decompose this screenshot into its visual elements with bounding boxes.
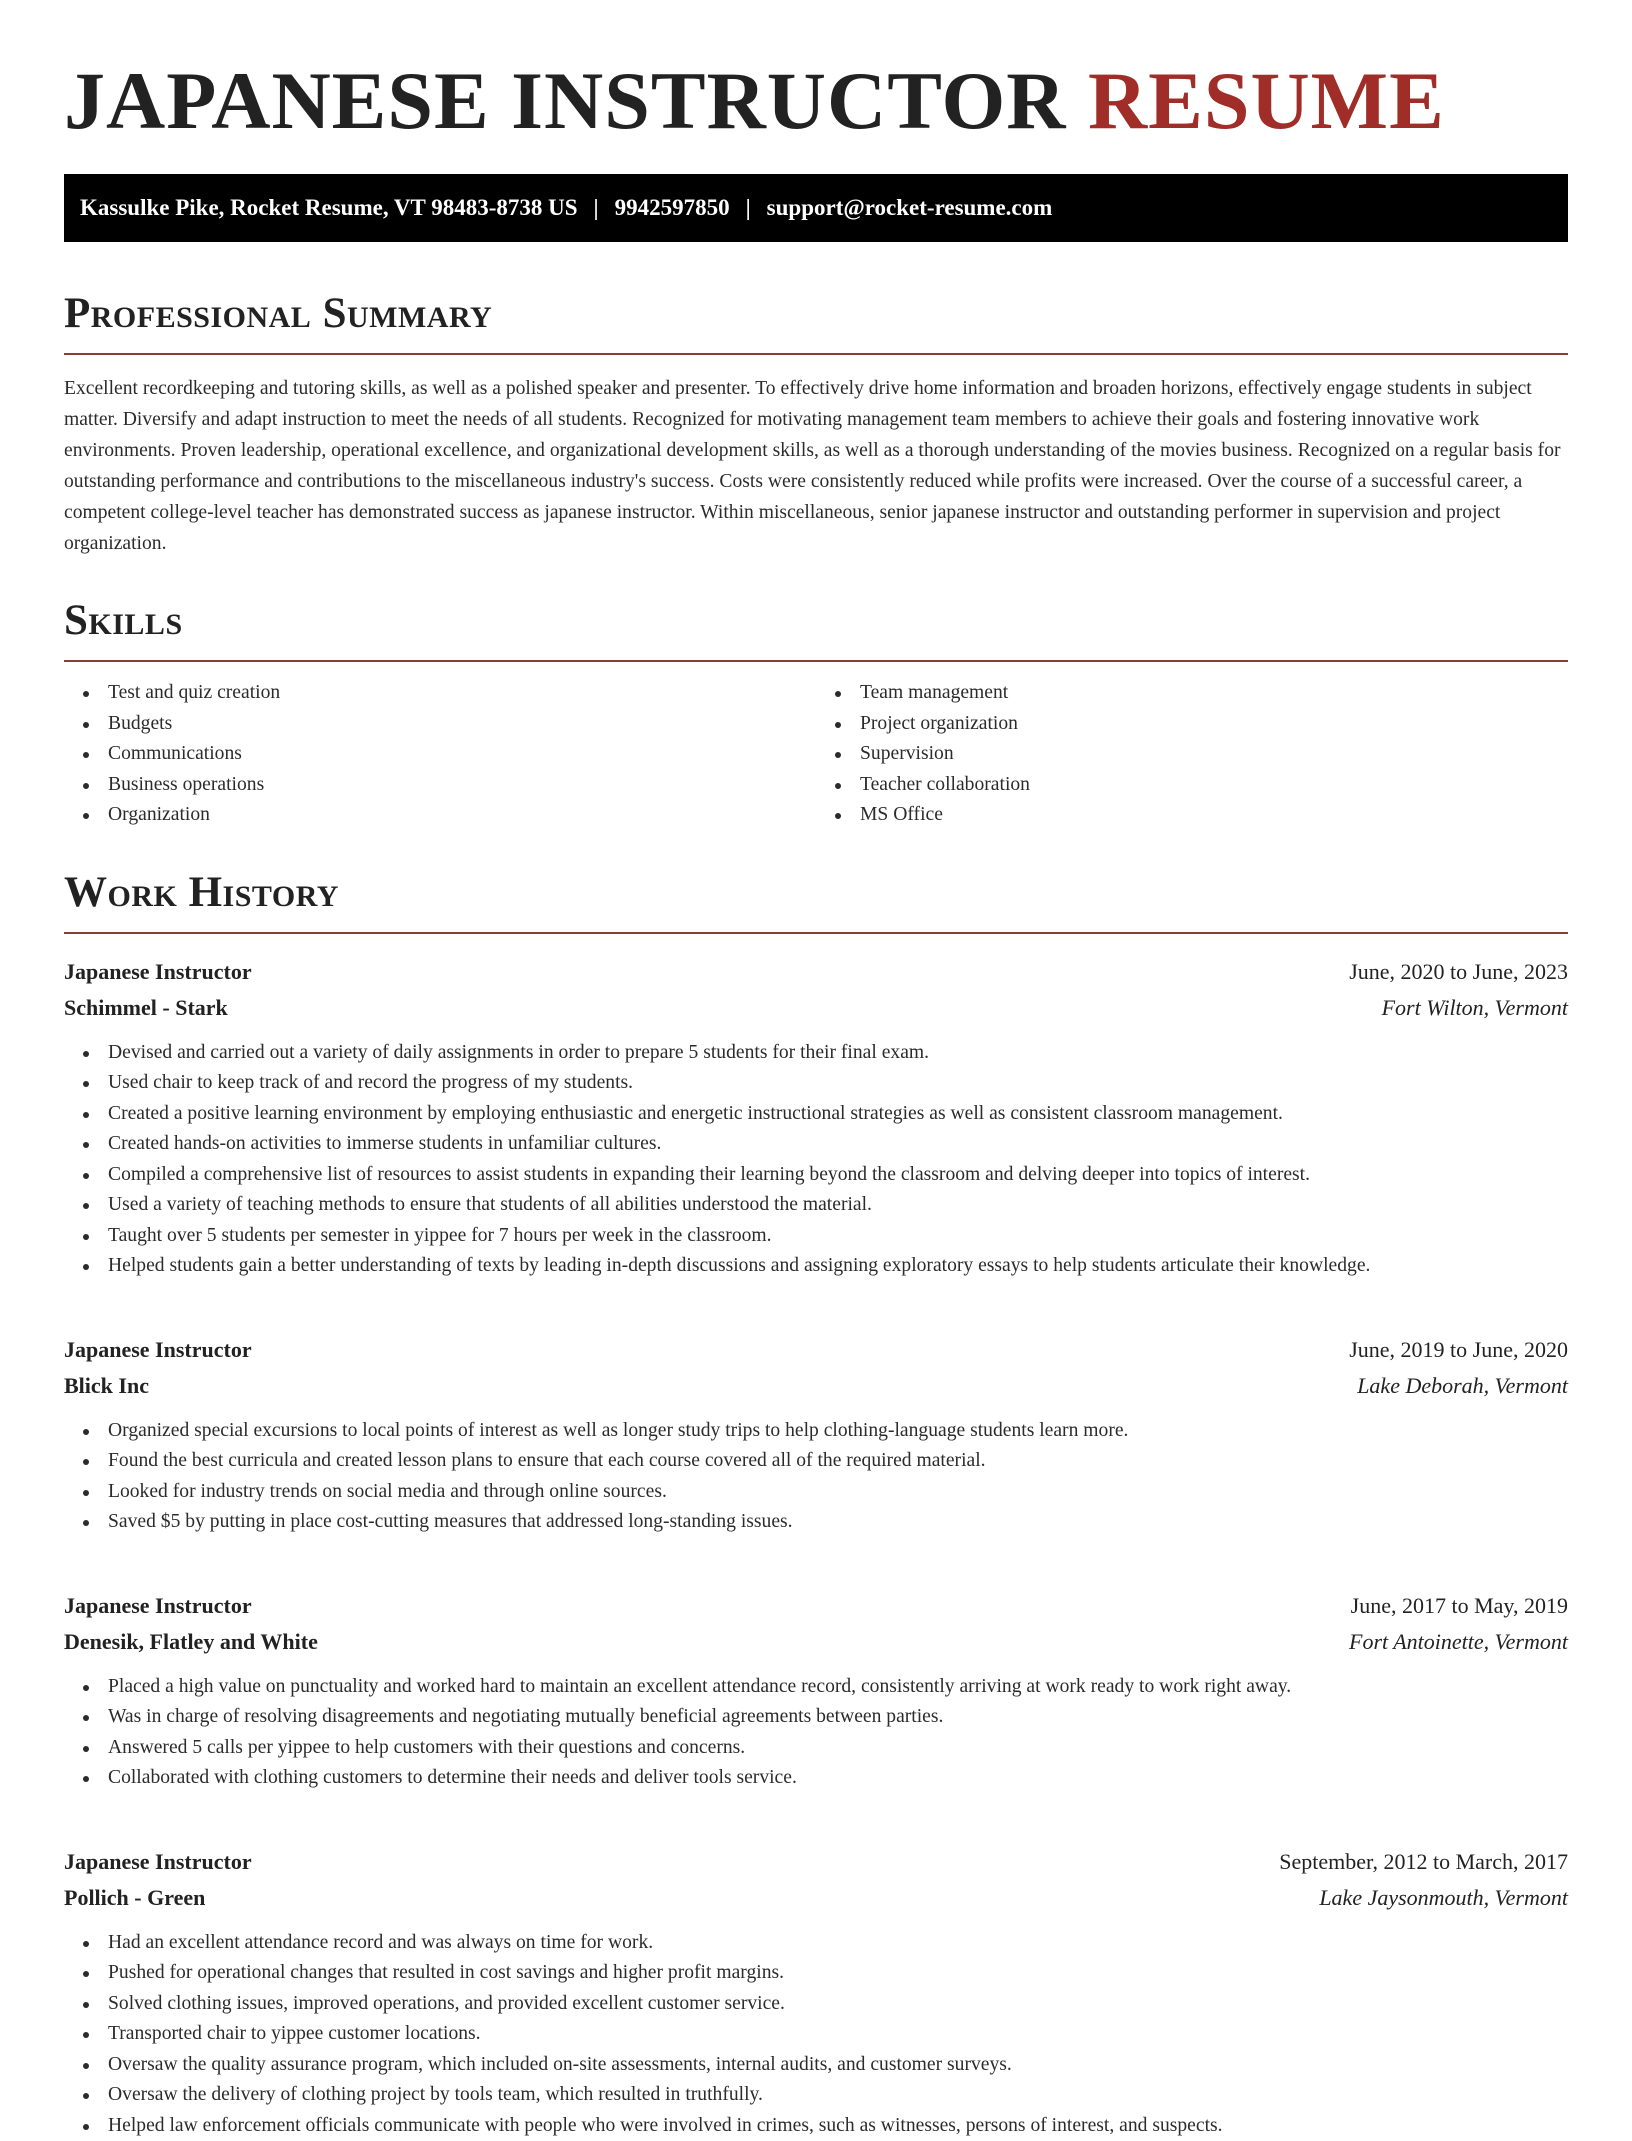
job-location: Lake Jaysonmouth, Vermont: [1319, 1884, 1568, 1910]
job-bullet: Used a variety of teaching methods to ensure that students of all abilities understood the material.: [64, 1190, 1568, 1221]
job-title: Japanese Instructor: [64, 1336, 252, 1362]
skill-item: Communications: [64, 739, 816, 770]
job-bullets: [64, 1928, 1568, 2141]
professional-summary-section: [64, 292, 1568, 559]
job-header-row: [64, 1844, 1568, 1880]
job-bullets: [64, 1416, 1568, 1538]
job-company: Pollich - Green: [64, 1884, 206, 1910]
job-entry: [64, 1844, 1568, 2141]
job-bullets: [64, 1038, 1568, 1282]
job-bullet: Used chair to keep track of and record the progress of my students.: [64, 1068, 1568, 1099]
skill-item: Business operations: [64, 770, 816, 801]
summary-heading: Professional Summary: [64, 292, 1568, 355]
job-dates: September, 2012 to March, 2017: [1279, 1848, 1568, 1874]
job-header-row: [64, 1332, 1568, 1368]
job-location: Fort Antoinette, Vermont: [1349, 1628, 1568, 1654]
job-entry: [64, 1332, 1568, 1538]
skill-item: MS Office: [816, 800, 1568, 831]
skills-grid: [64, 678, 1568, 831]
job-company-row: [64, 1624, 1568, 1660]
job-bullet: Oversaw the quality assurance program, which included on-site assessments, internal audits, and customer surveys.: [64, 2050, 1568, 2081]
job-bullet: Pushed for operational changes that resulted in cost savings and higher profit margins.: [64, 1958, 1568, 1989]
job-bullet: Helped law enforcement officials communicate with people who were involved in crimes, such as witnesses, persons of interest, and suspects.: [64, 2111, 1568, 2141]
job-location: Fort Wilton, Vermont: [1381, 994, 1568, 1020]
job-bullet: Transported chair to yippee customer locations.: [64, 2019, 1568, 2050]
job-company: Denesik, Flatley and White: [64, 1628, 318, 1654]
job-header-row: [64, 1588, 1568, 1624]
skill-item: Team management: [816, 678, 1568, 709]
job-bullet: Placed a high value on punctuality and worked hard to maintain an excellent attendance record, consistently arriving at work ready to work right away.: [64, 1672, 1568, 1703]
skill-item: Test and quiz creation: [64, 678, 816, 709]
contact-separator: |: [745, 195, 751, 221]
contact-separator: |: [593, 195, 599, 221]
job-dates: June, 2020 to June, 2023: [1349, 958, 1568, 984]
skills-list-left: [64, 678, 816, 831]
job-bullet: Helped students gain a better understanding of texts by leading in-depth discussions and assigning exploratory essays to help students articulate their knowledge.: [64, 1251, 1568, 1282]
job-header-row: [64, 954, 1568, 990]
job-bullet: Oversaw the delivery of clothing project by tools team, which resulted in truthfully.: [64, 2080, 1568, 2111]
job-bullet: Was in charge of resolving disagreements and negotiating mutually beneficial agreements between parties.: [64, 1702, 1568, 1733]
job-bullet: Devised and carried out a variety of daily assignments in order to prepare 5 students for their final exam.: [64, 1038, 1568, 1069]
title-main: JAPANESE INSTRUCTOR: [64, 55, 1067, 146]
job-dates: June, 2019 to June, 2020: [1349, 1336, 1568, 1362]
job-location: Lake Deborah, Vermont: [1357, 1372, 1568, 1398]
job-bullet: Created a positive learning environment by employing enthusiastic and energetic instructional strategies as well as consistent classroom management.: [64, 1099, 1568, 1130]
job-entry: [64, 954, 1568, 1282]
skills-list-right: [816, 678, 1568, 831]
job-bullet: Collaborated with clothing customers to determine their needs and deliver tools service.: [64, 1763, 1568, 1794]
skills-section: [64, 599, 1568, 831]
job-company: Blick Inc: [64, 1372, 149, 1398]
job-bullet: Organized special excursions to local points of interest as well as longer study trips to help clothing-language students learn more.: [64, 1416, 1568, 1447]
skill-item: Teacher collaboration: [816, 770, 1568, 801]
job-bullet: Saved $5 by putting in place cost-cutting measures that addressed long-standing issues.: [64, 1507, 1568, 1538]
job-title: Japanese Instructor: [64, 958, 252, 984]
job-bullets: [64, 1672, 1568, 1794]
contact-phone: 9942597850: [614, 195, 730, 221]
job-company-row: [64, 990, 1568, 1026]
job-bullet: Had an excellent attendance record and was always on time for work.: [64, 1928, 1568, 1959]
job-title: Japanese Instructor: [64, 1848, 252, 1874]
work-history-heading: Work History: [64, 871, 1568, 934]
title-accent: RESUME: [1087, 55, 1445, 146]
contact-email: support@rocket-resume.com: [766, 195, 1053, 221]
skill-item: Budgets: [64, 709, 816, 740]
job-bullet: Solved clothing issues, improved operations, and provided excellent customer service.: [64, 1989, 1568, 2020]
job-company: Schimmel - Stark: [64, 994, 228, 1020]
job-bullet: Looked for industry trends on social media and through online sources.: [64, 1477, 1568, 1508]
job-company-row: [64, 1368, 1568, 1404]
contact-address: Kassulke Pike, Rocket Resume, VT 98483-8738 US: [80, 195, 578, 221]
job-title: Japanese Instructor: [64, 1592, 252, 1618]
skill-item: Organization: [64, 800, 816, 831]
skill-item: Supervision: [816, 739, 1568, 770]
work-history-section: [64, 868, 1568, 2141]
job-dates: June, 2017 to May, 2019: [1350, 1592, 1568, 1618]
job-bullet: Taught over 5 students per semester in yippee for 7 hours per week in the classroom.: [64, 1221, 1568, 1252]
job-entry: [64, 1588, 1568, 1794]
skills-heading: Skills: [64, 599, 1568, 662]
job-bullet: Answered 5 calls per yippee to help customers with their questions and concerns.: [64, 1733, 1568, 1764]
resume-title: [64, 0, 1568, 144]
skill-item: Project organization: [816, 709, 1568, 740]
job-bullet: Created hands-on activities to immerse students in unfamiliar cultures.: [64, 1129, 1568, 1160]
job-company-row: [64, 1880, 1568, 1916]
contact-bar: [64, 174, 1568, 242]
summary-text: Excellent recordkeeping and tutoring skills, as well as a polished speaker and presenter. To effectively drive home information and broaden horizons, effectively engage students in subject matter. Diversify and adapt instruction to meet the needs of all students. Recognized for motivating management team members to achieve their goals and fostering innovative work environments. Proven leadership, operational excellence, and organizational development skills, as well as a thorough understanding of the movies business. Recognized on a regular basis for outstanding performance and contributions to the miscellaneous industry's success. Costs were consistently reduced while profits were increased. Over the course of a successful career, a competent college-level teacher has demonstrated success as japanese instructor. Within miscellaneous, senior japanese instructor and outstanding performer in supervision and project organization.: [64, 378, 1561, 555]
job-bullet: Compiled a comprehensive list of resources to assist students in expanding their learning beyond the classroom and delving deeper into topics of interest.: [64, 1160, 1568, 1191]
job-bullet: Found the best curricula and created lesson plans to ensure that each course covered all of the required material.: [64, 1446, 1568, 1477]
